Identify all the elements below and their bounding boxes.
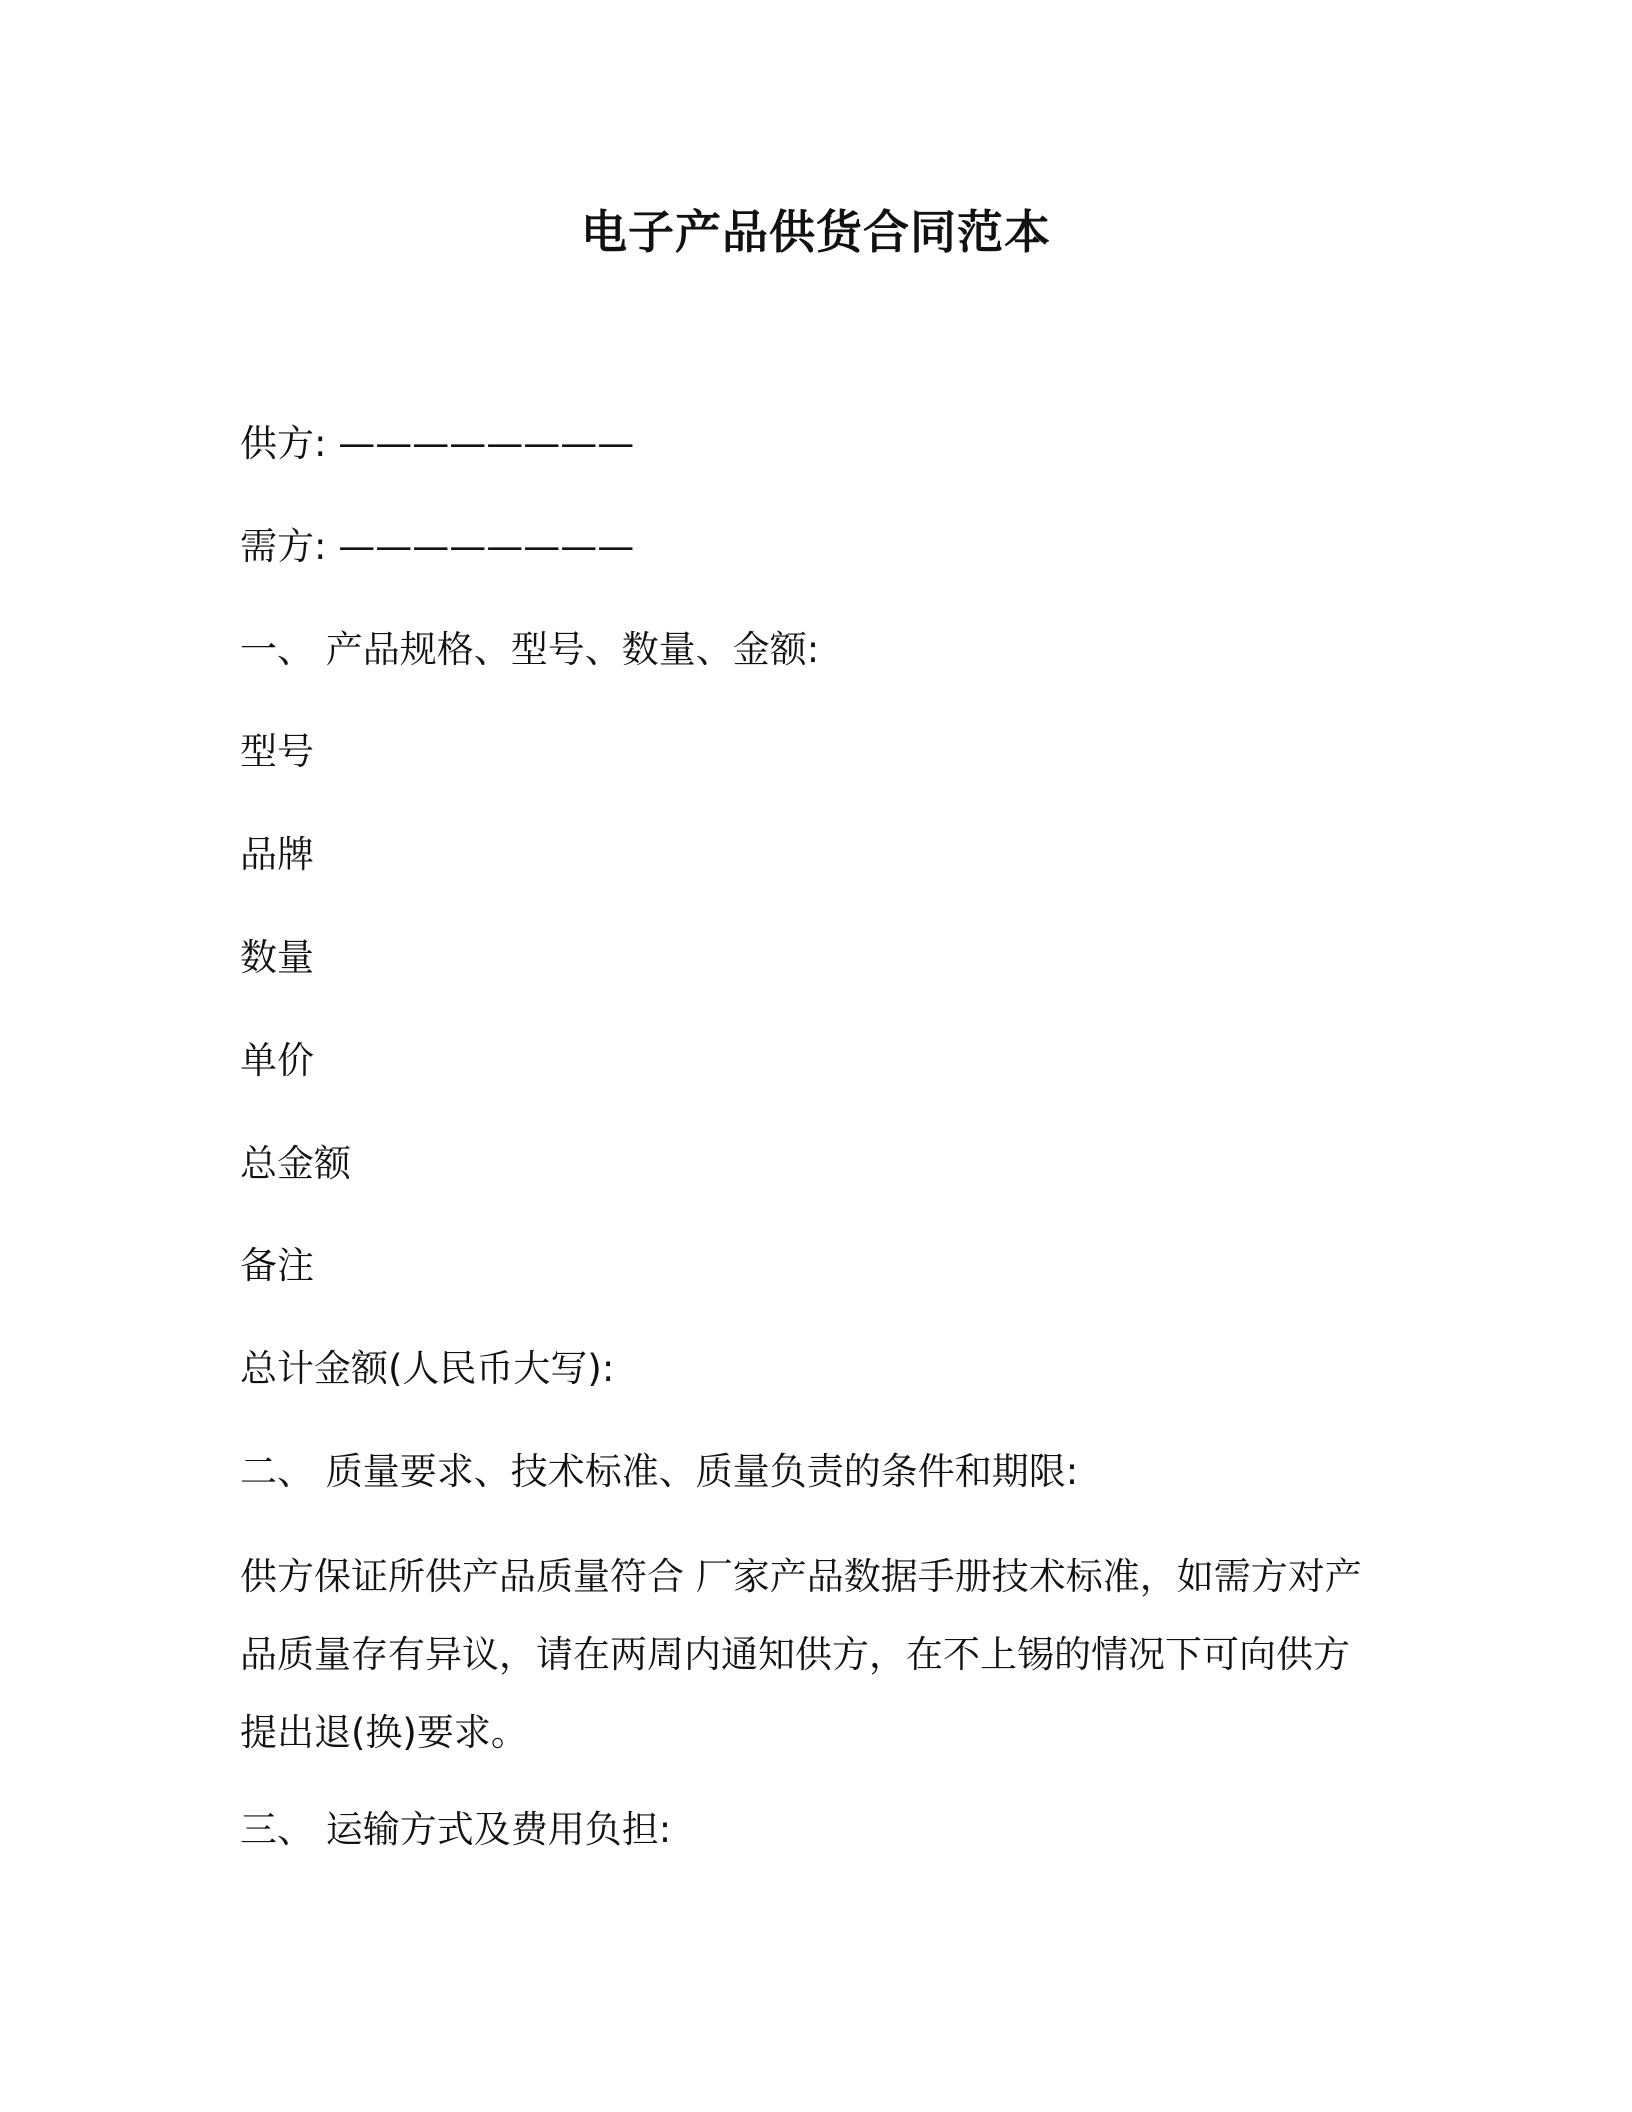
section-2-body: [240, 1538, 1370, 1772]
supplier-line: 供方: ————————: [240, 422, 635, 465]
section-2-body-line: 提出退(换)要求。: [240, 1711, 528, 1754]
field-unit-price: 单价: [240, 1039, 314, 1082]
field-model: 型号: [240, 730, 314, 773]
section-1-heading: 一、 产品规格、型号、数量、金额:: [240, 628, 820, 671]
document-title: 电子产品供货合同范本: [581, 205, 1051, 259]
total-amount-line: 总计金额(人民币大写):: [240, 1347, 615, 1390]
section-2-body-line: 品质量存有异议，请在两周内通知供方，在不上锡的情况下可向供方: [240, 1633, 1350, 1676]
field-brand: 品牌: [240, 833, 314, 876]
field-quantity: 数量: [240, 936, 314, 979]
buyer-line: 需方: ————————: [240, 525, 635, 568]
section-3-heading: 三、 运输方式及费用负担:: [240, 1808, 672, 1851]
field-remarks: 备注: [240, 1244, 314, 1287]
field-total-amount: 总金额: [240, 1142, 351, 1185]
section-2-body-line: 供方保证所供产品质量符合 厂家产品数据手册技术标准，如需方对产: [240, 1555, 1362, 1598]
section-2-heading: 二、 质量要求、技术标准、质量负责的条件和期限:: [240, 1450, 1079, 1493]
